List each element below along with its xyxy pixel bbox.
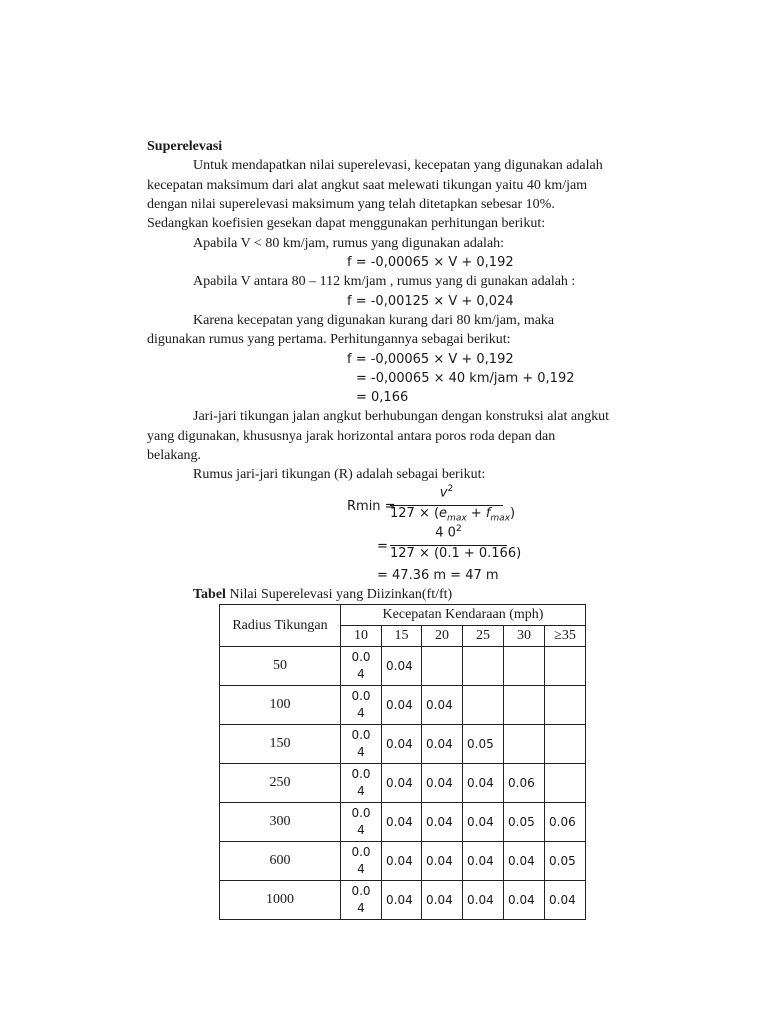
value-cell: 0.04 [463, 881, 504, 920]
rmin-fraction [390, 484, 516, 524]
value-cell: 0.04 [422, 725, 463, 764]
table-row [220, 842, 586, 881]
value-cell: 0.06 [504, 764, 545, 803]
rmin-denominator: $127 \times (e_{max} + f_{max})$ [390, 506, 516, 524]
rmin-fraction-substituted [390, 524, 522, 564]
value-cell [504, 686, 545, 725]
condition-text: Apabila V < 80 km/jam, rumus yang digunakan adalah: [193, 236, 505, 251]
paragraph-line: kecepatan maksimum dari alat angkut saat melewati tikungan yaitu 40 km/jam [147, 178, 588, 193]
radius-cell: 1000 [220, 881, 341, 920]
value-cell [545, 725, 586, 764]
paragraph-line: belakang. [147, 448, 202, 463]
rmin-result: = 47.36 m = 47 m [377, 568, 499, 583]
table-body [220, 647, 586, 920]
value-cell: 0.04 [504, 842, 545, 881]
value-cell [504, 725, 545, 764]
row-header-radius: Radius Tikungan [220, 605, 341, 647]
rmin-numerator: $v^2$ [439, 484, 454, 501]
value-cell: 0.04 [463, 803, 504, 842]
speed-header: 15 [382, 626, 422, 647]
speed-header: 10 [341, 626, 382, 647]
value-cell [463, 686, 504, 725]
table-caption: Tabel Nilai Superelevasi yang Diizinkan(ft/ft) [193, 587, 453, 602]
value-cell: 0.0 4 [341, 842, 382, 881]
paragraph-line: Jari-jari tikungan jalan angkut berhubungan dengan konstruksi alat angkut [193, 409, 610, 424]
table-row [220, 686, 586, 725]
value-cell [545, 686, 586, 725]
value-cell: 0.0 4 [341, 803, 382, 842]
paragraph-line: Sedangkan koefisien gesekan dapat menggunakan perhitungan berikut: [147, 216, 546, 231]
value-cell: 0.0 4 [341, 647, 382, 686]
value-cell: 0.04 [382, 764, 422, 803]
radius-cell: 250 [220, 764, 341, 803]
paragraph-line: Untuk mendapatkan nilai superelevasi, kecepatan yang digunakan adalah [193, 158, 603, 173]
radius-cell: 50 [220, 647, 341, 686]
value-cell: 0.05 [463, 725, 504, 764]
value-cell: 0.04 [463, 764, 504, 803]
value-cell: 0.0 4 [341, 725, 382, 764]
value-cell: 0.04 [422, 842, 463, 881]
paragraph-line: digunakan rumus yang pertama. Perhitungannya sebagai berikut: [147, 332, 511, 347]
value-cell: 0.04 [422, 764, 463, 803]
value-cell: 0.04 [545, 881, 586, 920]
radius-cell: 100 [220, 686, 341, 725]
value-cell: 0.04 [382, 803, 422, 842]
superelevation-table [219, 604, 586, 920]
speed-header: ≥35 [545, 626, 586, 647]
value-cell [504, 647, 545, 686]
calculation-line: f = -0,00065 × V + 0,192 [347, 352, 514, 367]
value-cell: 0.04 [422, 803, 463, 842]
value-cell: 0.04 [463, 842, 504, 881]
table-row [220, 803, 586, 842]
table-row [220, 881, 586, 920]
value-cell: 0.04 [382, 686, 422, 725]
condition-text: Apabila V antara 80 – 112 km/jam , rumus yang di gunakan adalah : [193, 274, 576, 289]
value-cell: 0.04 [382, 842, 422, 881]
paragraph-line: dengan nilai superelevasi maksimum yang telah ditetapkan sebesar 10%. [147, 197, 555, 212]
value-cell [545, 764, 586, 803]
value-cell: 0.04 [382, 881, 422, 920]
speed-header: 30 [504, 626, 545, 647]
value-cell: 0.04 [382, 647, 422, 686]
paragraph-line: Rumus jari-jari tikungan (R) adalah sebagai berikut: [193, 467, 486, 482]
radius-cell: 300 [220, 803, 341, 842]
section-heading: Superelevasi [147, 139, 223, 154]
value-cell: 0.04 [422, 881, 463, 920]
value-cell: 0.0 4 [341, 686, 382, 725]
equals-sign: = [377, 539, 388, 554]
radius-cell: 150 [220, 725, 341, 764]
value-cell: 0.04 [504, 881, 545, 920]
speed-header: 20 [422, 626, 463, 647]
rmin-denominator-substituted: 127 × (0.1 + 0.166) [390, 546, 522, 561]
radius-cell: 600 [220, 842, 341, 881]
rmin-numerator-substituted: 4 $0^2$ [435, 524, 462, 541]
formula: f = -0,00065 × V + 0,192 [347, 255, 514, 270]
speed-header: 25 [463, 626, 504, 647]
value-cell: 0.0 4 [341, 881, 382, 920]
value-cell [545, 647, 586, 686]
value-cell: 0.05 [545, 842, 586, 881]
table-row [220, 647, 586, 686]
value-cell: 0.05 [504, 803, 545, 842]
rmin-label: Rmin = [347, 499, 396, 514]
table-row [220, 725, 586, 764]
table-row [220, 764, 586, 803]
value-cell: 0.04 [382, 725, 422, 764]
calculation-line: = -0,00065 × 40 km/jam + 0,192 [356, 371, 575, 386]
value-cell: 0.04 [422, 686, 463, 725]
paragraph-line: Karena kecepatan yang digunakan kurang dari 80 km/jam, maka [193, 313, 555, 328]
value-cell: 0.06 [545, 803, 586, 842]
calculation-line: = 0,166 [356, 390, 409, 405]
paragraph-line: yang digunakan, khususnya jarak horizontal antara poros roda depan dan [147, 429, 556, 444]
formula: f = -0,00125 × V + 0,024 [347, 294, 514, 309]
group-header-speed: Kecepatan Kendaraan (mph) [341, 605, 586, 626]
value-cell [463, 647, 504, 686]
value-cell [422, 647, 463, 686]
value-cell: 0.0 4 [341, 764, 382, 803]
